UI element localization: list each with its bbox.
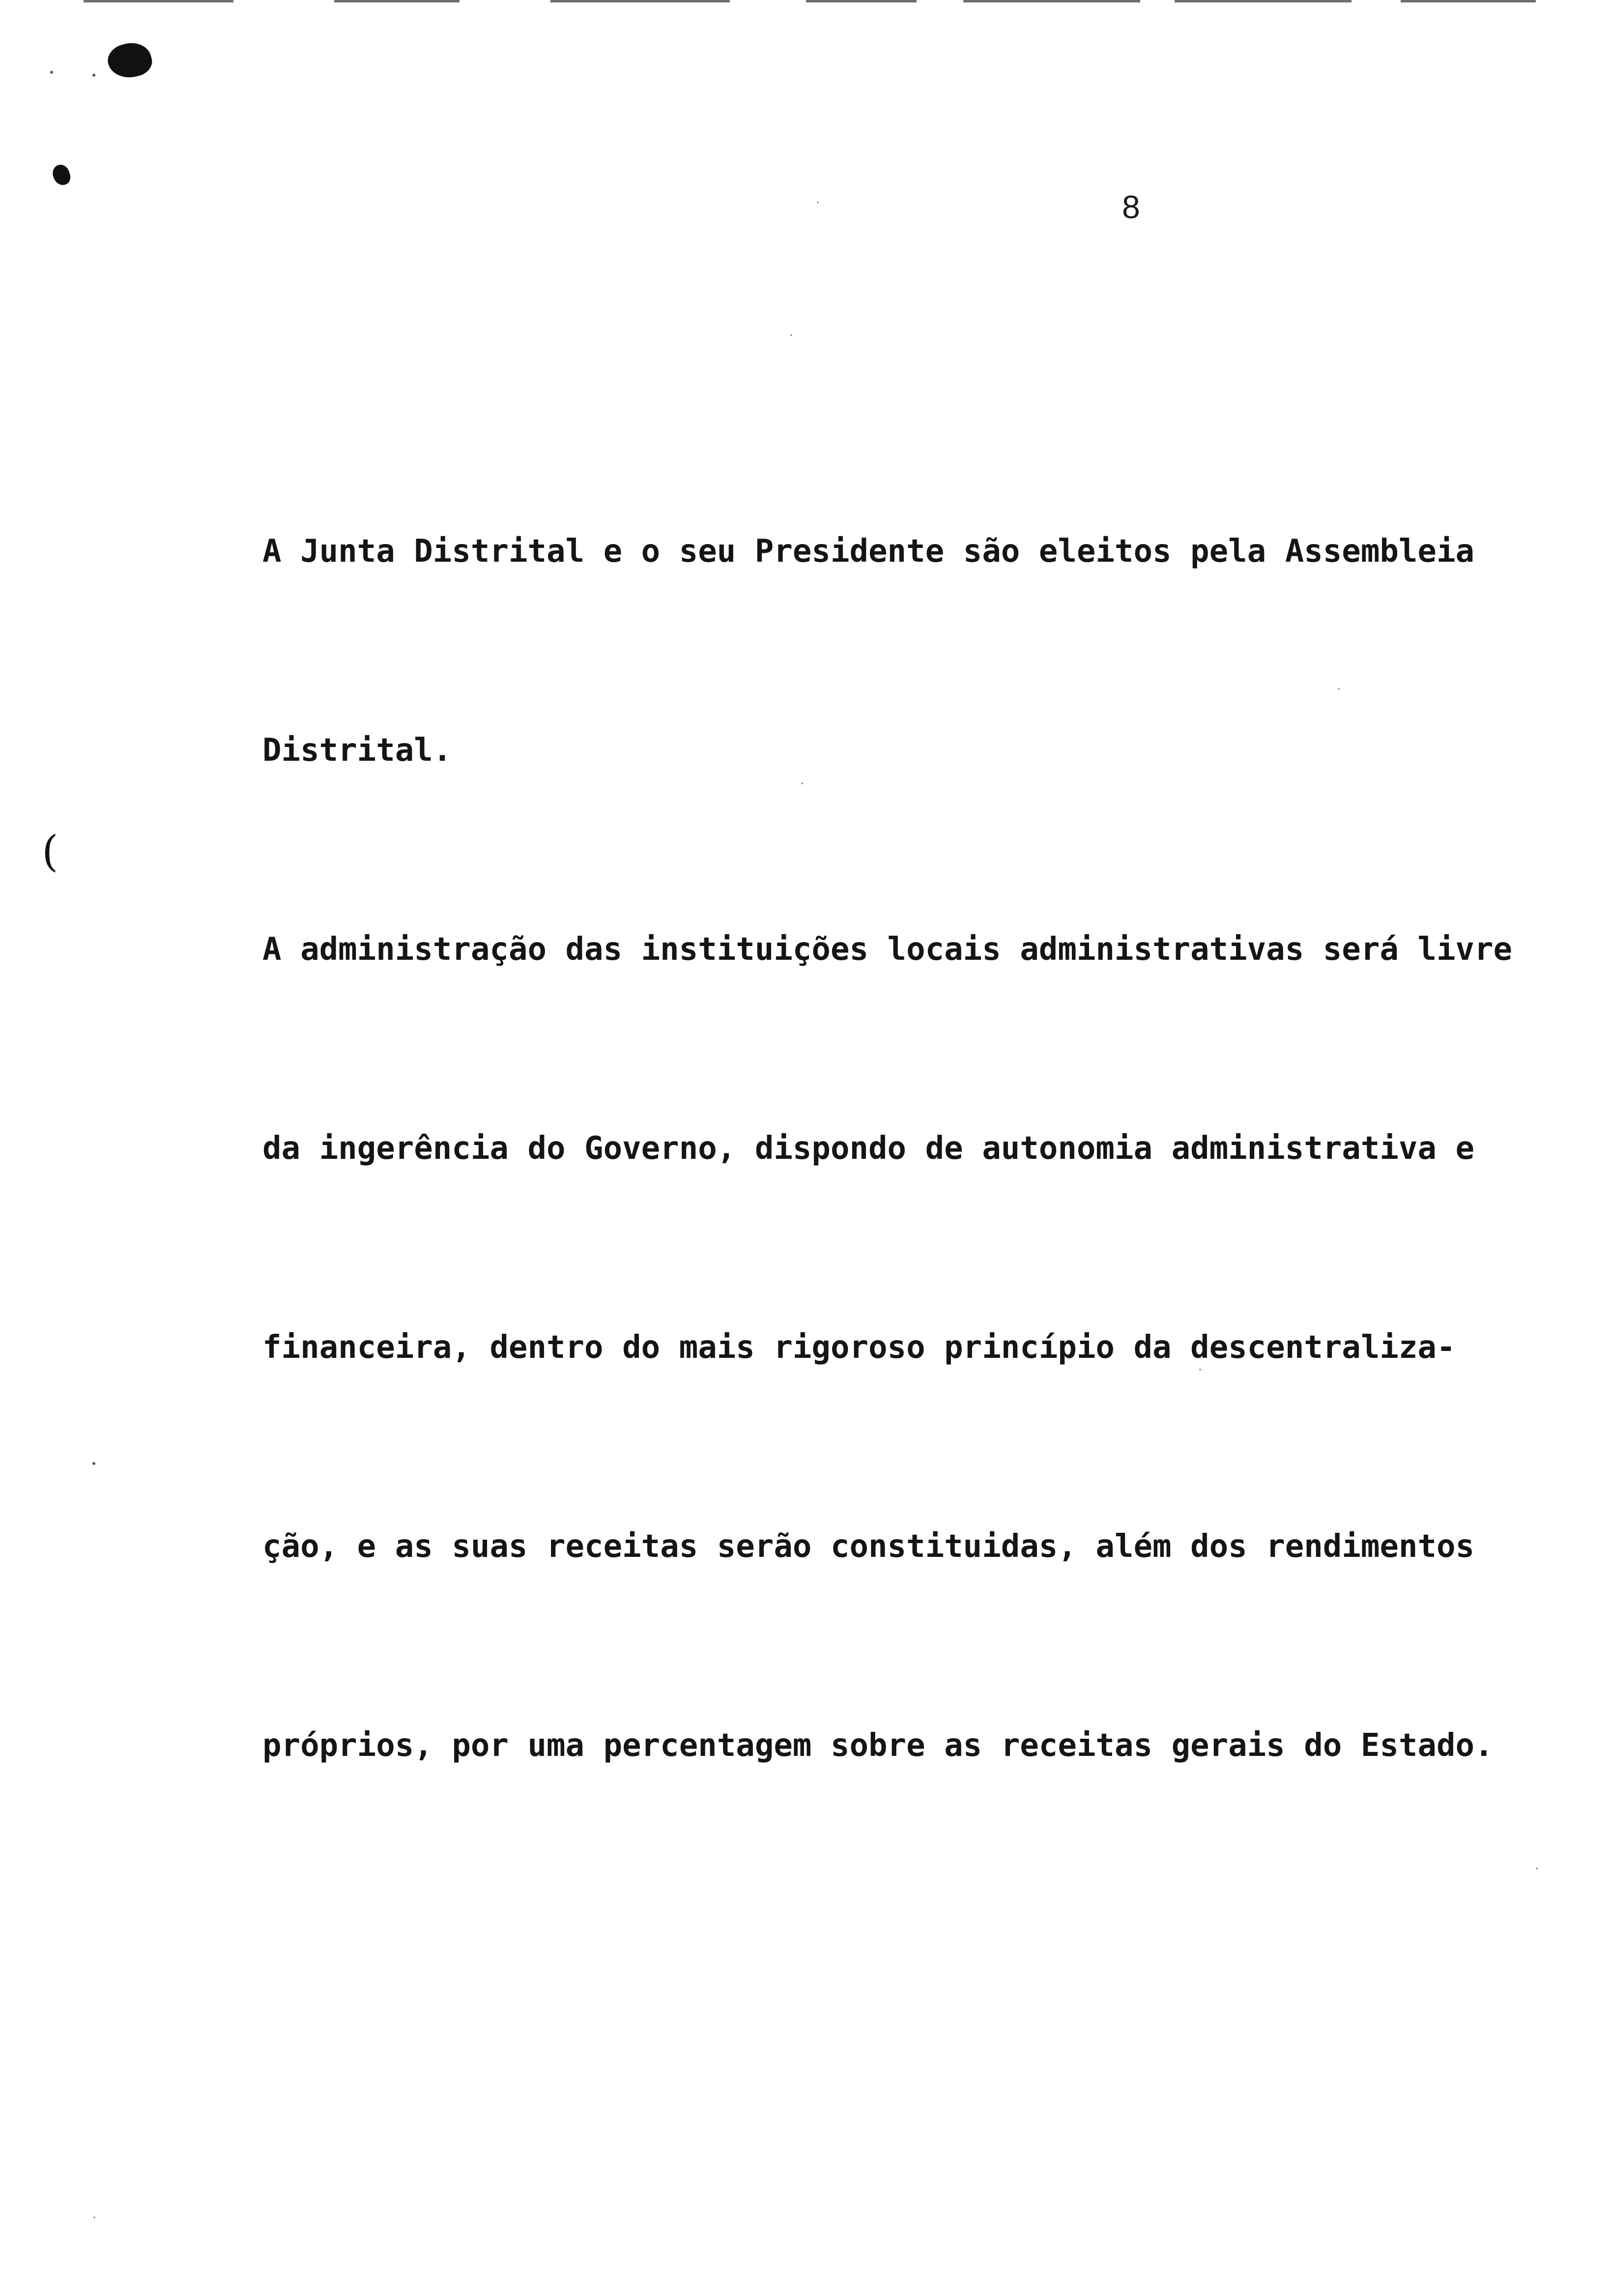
top-rule-segment	[84, 0, 233, 2]
top-rule-segment	[963, 0, 1140, 2]
margin-parenthesis-mark: (	[42, 827, 58, 876]
speck-mark	[93, 2216, 95, 2218]
top-rule-segment	[550, 0, 730, 2]
speck-mark	[92, 1462, 95, 1465]
speck-mark	[92, 74, 95, 77]
paragraph-line: próprios, por uma percentagem sobre as receitas gerais do Estado.	[262, 1727, 1494, 1764]
paragraph-line: financeira, dentro do mais rigoroso princípio da descentraliza-	[262, 1329, 1456, 1366]
speck-mark	[790, 334, 792, 336]
ink-spot-mark	[50, 163, 72, 187]
top-rule-segment	[1401, 0, 1536, 2]
paragraph-line: Distrital.	[262, 732, 452, 769]
paragraph-line: ção, e as suas receitas serão constituidas, além dos rendimentos	[262, 1528, 1474, 1565]
top-rule-segment	[806, 0, 917, 2]
paragraph-line: da ingerência do Governo, dispondo de autonomia administrativa e	[262, 1130, 1474, 1167]
page-number: 8	[1122, 189, 1140, 225]
top-rule-segment	[1175, 0, 1352, 2]
paragraph-line: A administração das instituições locais administrativas será livre	[262, 931, 1513, 968]
ink-blot-mark	[104, 38, 155, 83]
paragraph-line: A Junta Distrital e o seu Presidente são eleitos pela Assembleia	[262, 533, 1474, 570]
top-rule-segment	[334, 0, 460, 2]
speck-mark	[50, 71, 53, 74]
speck-mark	[817, 201, 819, 203]
paragraph	[262, 386, 1589, 1912]
